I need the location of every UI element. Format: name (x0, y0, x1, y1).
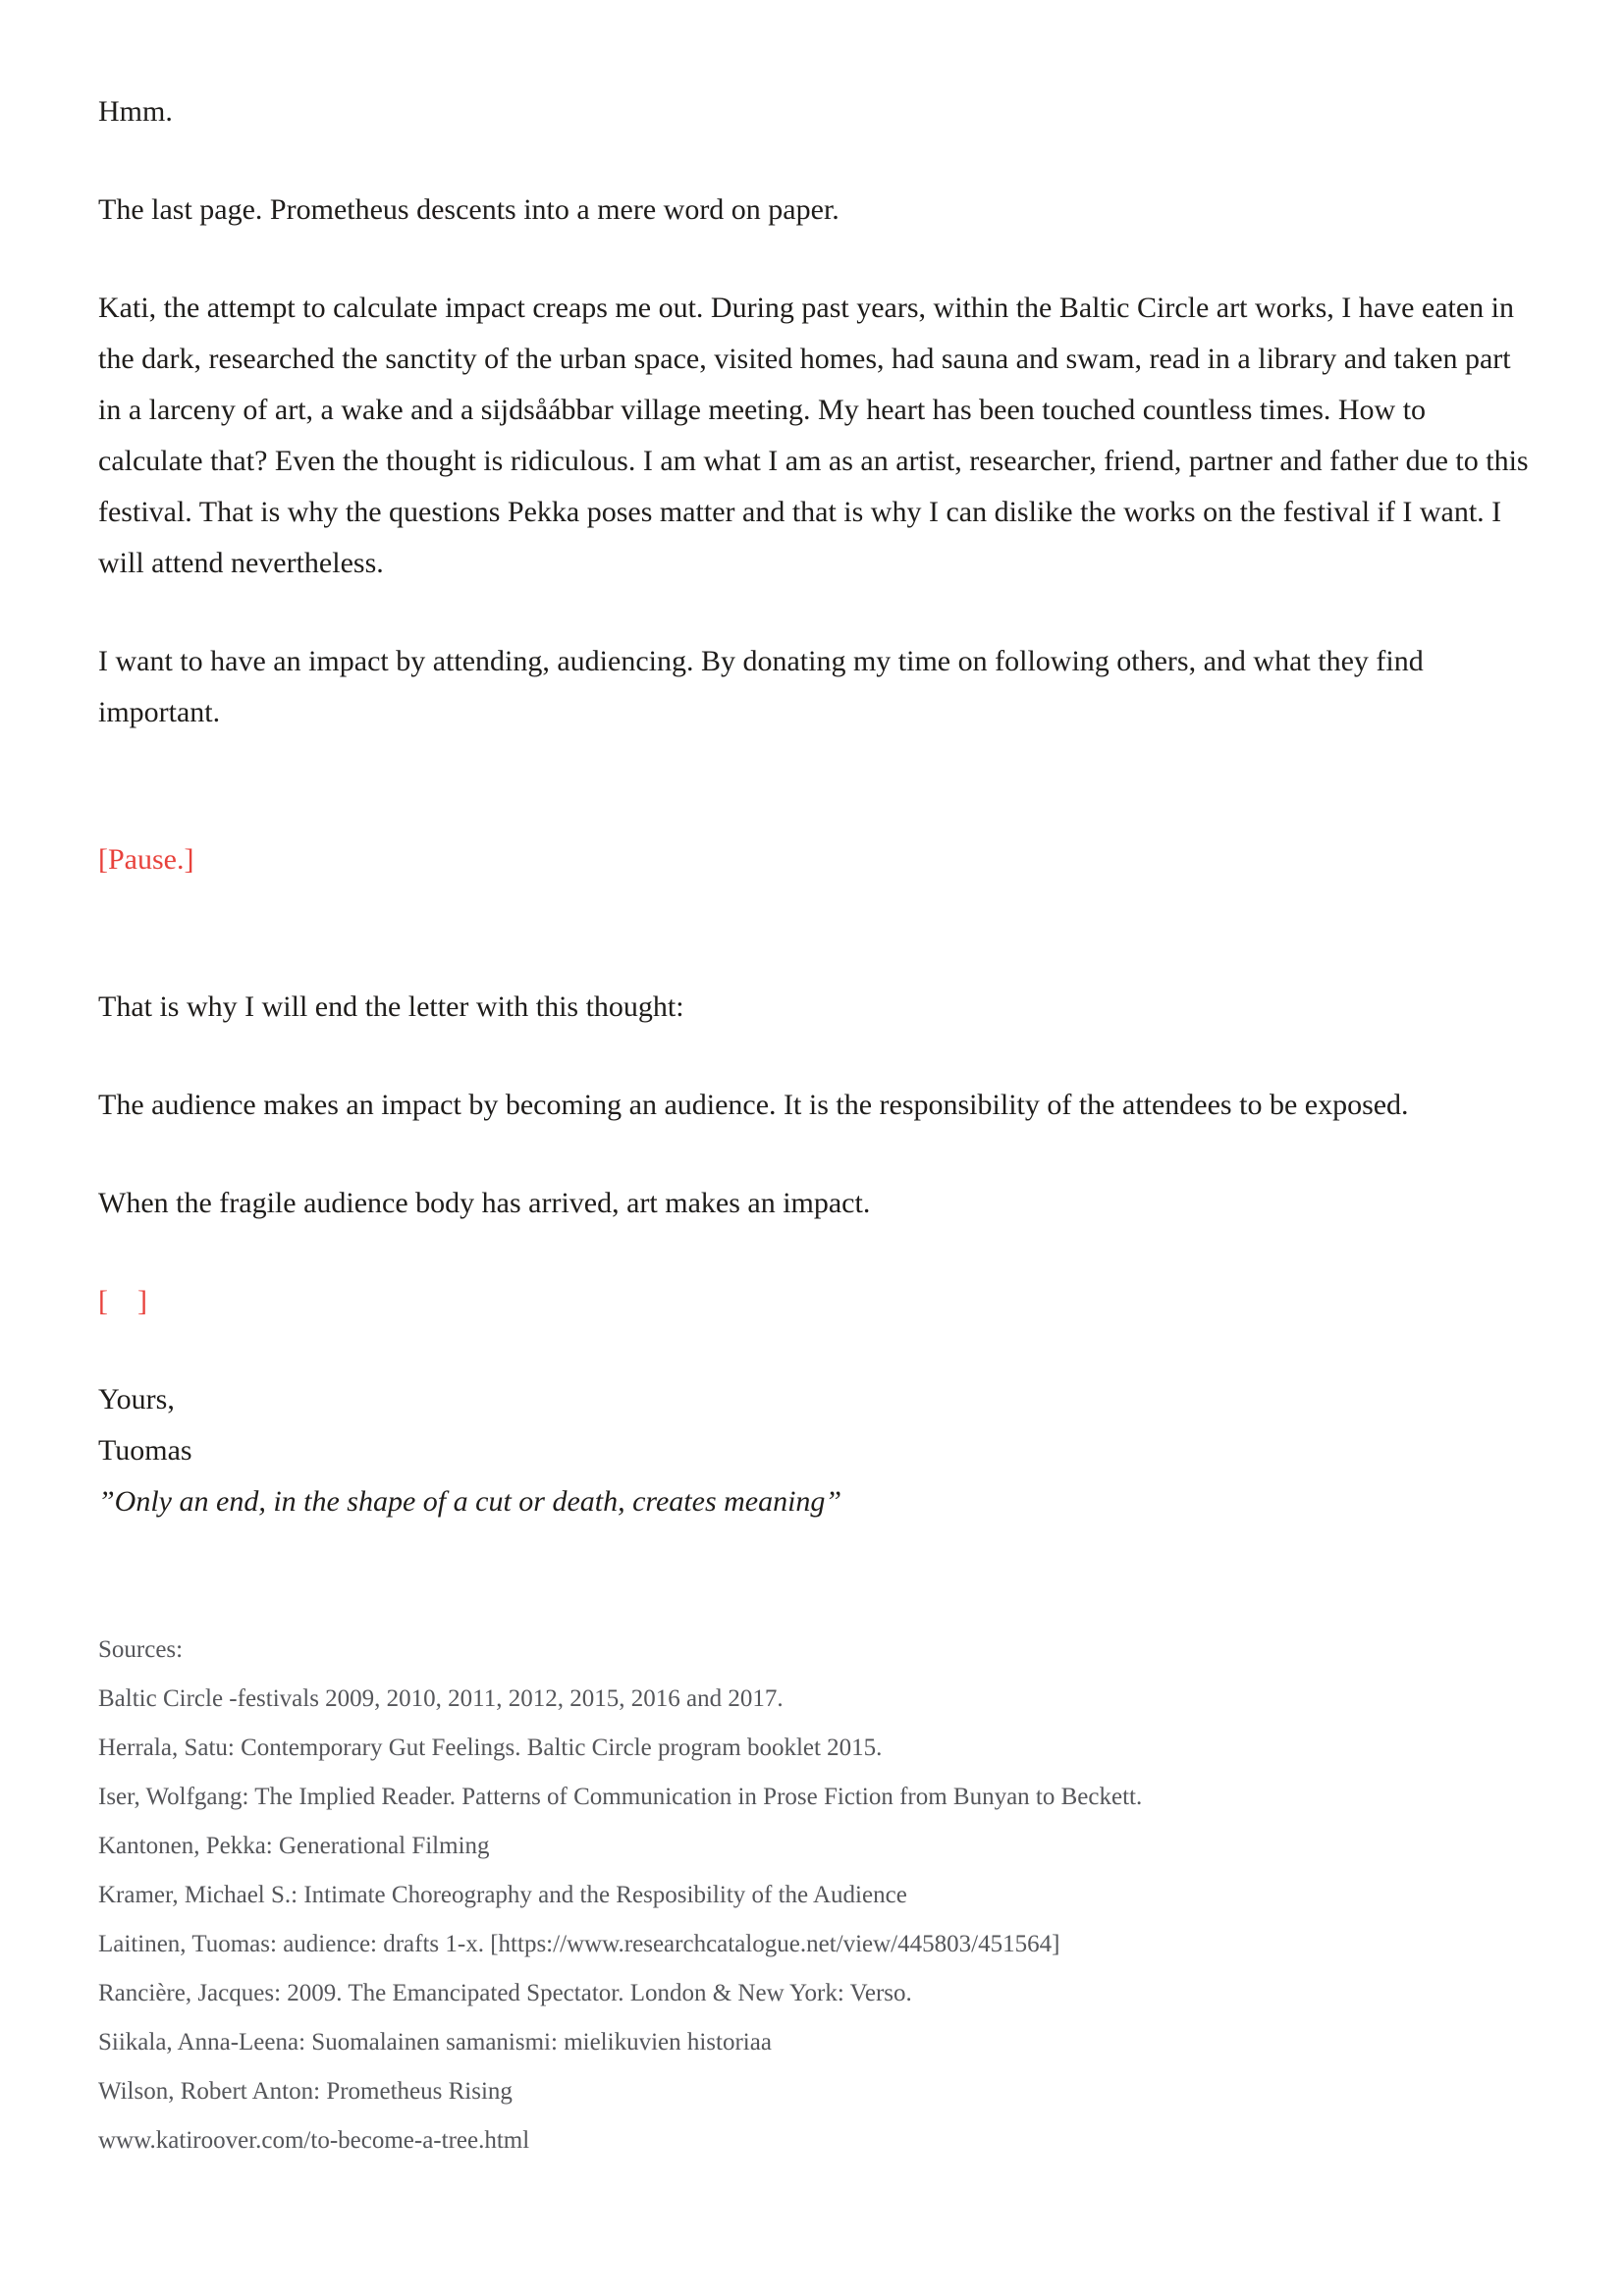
signature-name: Tuomas (98, 1434, 192, 1467)
paragraph-fragile-audience: When the fragile audience body has arrived, art makes an impact. (98, 1187, 871, 1219)
signature-closing: Yours, (98, 1383, 175, 1415)
source-item-kantonen: Kantonen, Pekka: Generational Filming (98, 1833, 490, 1859)
source-item-herrala: Herrala, Satu: Contemporary Gut Feelings. Baltic Circle program booklet 2015. (98, 1735, 883, 1761)
closing-quote: ”Only an end, in the shape of a cut or death, creates meaning” (98, 1485, 842, 1518)
source-item-kramer: Kramer, Michael S.: Intimate Choreography and the Resposibility of the Audience (98, 1882, 907, 1908)
signature-block (98, 1374, 1530, 1527)
sources-title: Sources: (98, 1636, 184, 1663)
paragraph-kati-impact: Kati, the attempt to calculate impact creaps me out. During past years, within the Baltic Circle art works, I have eaten in the dark, researched the sanctity of the urban space, visited homes, had sauna and swam, read in a library and taken part in a larceny of art, a wake and a sijdsåábbar village meeting. My heart has been touched countless times. How to calculate that? Even the thought is ridiculous. I am what I am as an artist, researcher, friend, partner and father due to this festival. That is why the questions Pekka poses matter and that is why I can dislike the works on the festival if I want. I will attend nevertheless. (98, 292, 1529, 579)
paragraph-audience-responsibility: The audience makes an impact by becoming an audience. It is the responsibility of the attendees to be exposed. (98, 1089, 1409, 1121)
paragraph-hmm: Hmm. (98, 95, 173, 128)
source-item-siikala: Siikala, Anna-Leena: Suomalainen samanismi: mielikuvien historiaa (98, 2029, 772, 2056)
paragraph-attending: I want to have an impact by attending, audiencing. By donating my time on following others, and what they find important. (98, 645, 1424, 728)
paragraph-last-page: The last page. Prometheus descents into a mere word on paper. (98, 193, 839, 226)
empty-bracket-marker: [ ] (98, 1285, 147, 1317)
source-item-wilson: Wilson, Robert Anton: Prometheus Rising (98, 2078, 513, 2105)
source-url-link[interactable]: www.katiroover.com/to-become-a-tree.html (98, 2127, 530, 2154)
source-item-laitinen: Laitinen, Tuomas: audience: drafts 1-x. [https://www.researchcatalogue.net/view/445803/451564] (98, 1931, 1060, 1957)
pause-marker: [Pause.] (98, 843, 194, 876)
sources-section (98, 1626, 1530, 2165)
source-item-ranciere: Rancière, Jacques: 2009. The Emancipated Spectator. London & New York: Verso. (98, 1980, 912, 2006)
paragraph-end-letter: That is why I will end the letter with this thought: (98, 990, 684, 1023)
source-item-iser: Iser, Wolfgang: The Implied Reader. Patterns of Communication in Prose Fiction from Bunyan to Beckett. (98, 1784, 1143, 1810)
source-item-baltic-circle: Baltic Circle -festivals 2009, 2010, 2011, 2012, 2015, 2016 and 2017. (98, 1685, 784, 1712)
